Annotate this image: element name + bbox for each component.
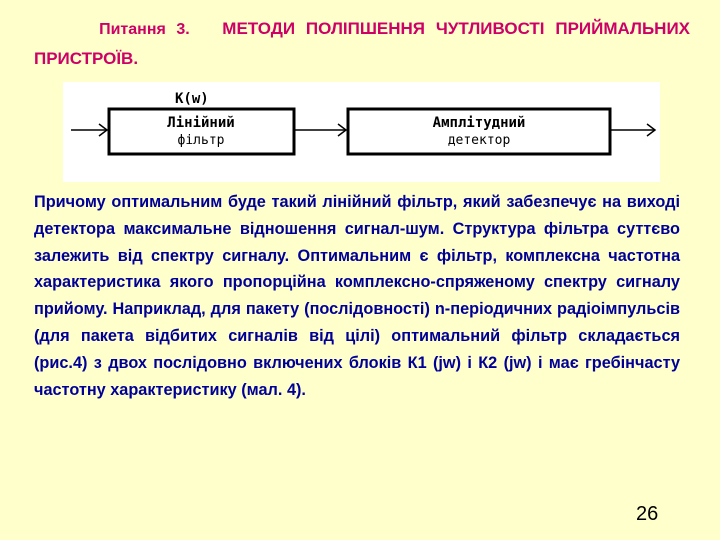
block-diagram xyxy=(63,82,660,182)
transfer-function-label: K(w) xyxy=(175,91,209,107)
body-paragraph: Причому оптимальним буде такий лінійний фільтр, який забезпечує на виході детектора максимальне відношення сигнал-шум. Структура фільтра суттєво залежить від спектру сигналу. Оптимальним є фільтр, комплексна частотна характеристика якого пропорційна комплексно-спряженому спектру сигналу прийому. Наприклад, для пакету (послідовності) n-періодичних радіоімпульсів (для пакета відбитих сигналів від цілі) оптимальний фільтр складається (рис.4) з двох послідовно включених блоків К1 (jw) і К2 (jw) і має гребінчасту частотну характеристику (мал. 4). xyxy=(34,193,680,399)
amplitude-detector-label-line1: Амплітудний xyxy=(432,115,526,131)
slide-heading xyxy=(34,14,690,73)
page-number: 26 xyxy=(636,503,659,525)
linear-filter-label-line2: фільтр xyxy=(177,133,225,148)
amplitude-detector-label-line2: детектор xyxy=(447,133,511,148)
slide-title: МЕТОДИ ПОЛІПШЕННЯ ЧУТЛИВОСТІ ПРИЙМАЛЬНИХ ПРИСТРОЇВ. xyxy=(34,19,690,68)
question-number: Питання 3. xyxy=(99,21,190,38)
linear-filter-label-line1: Лінійний xyxy=(167,115,235,131)
block-diagram-svg xyxy=(63,82,660,182)
